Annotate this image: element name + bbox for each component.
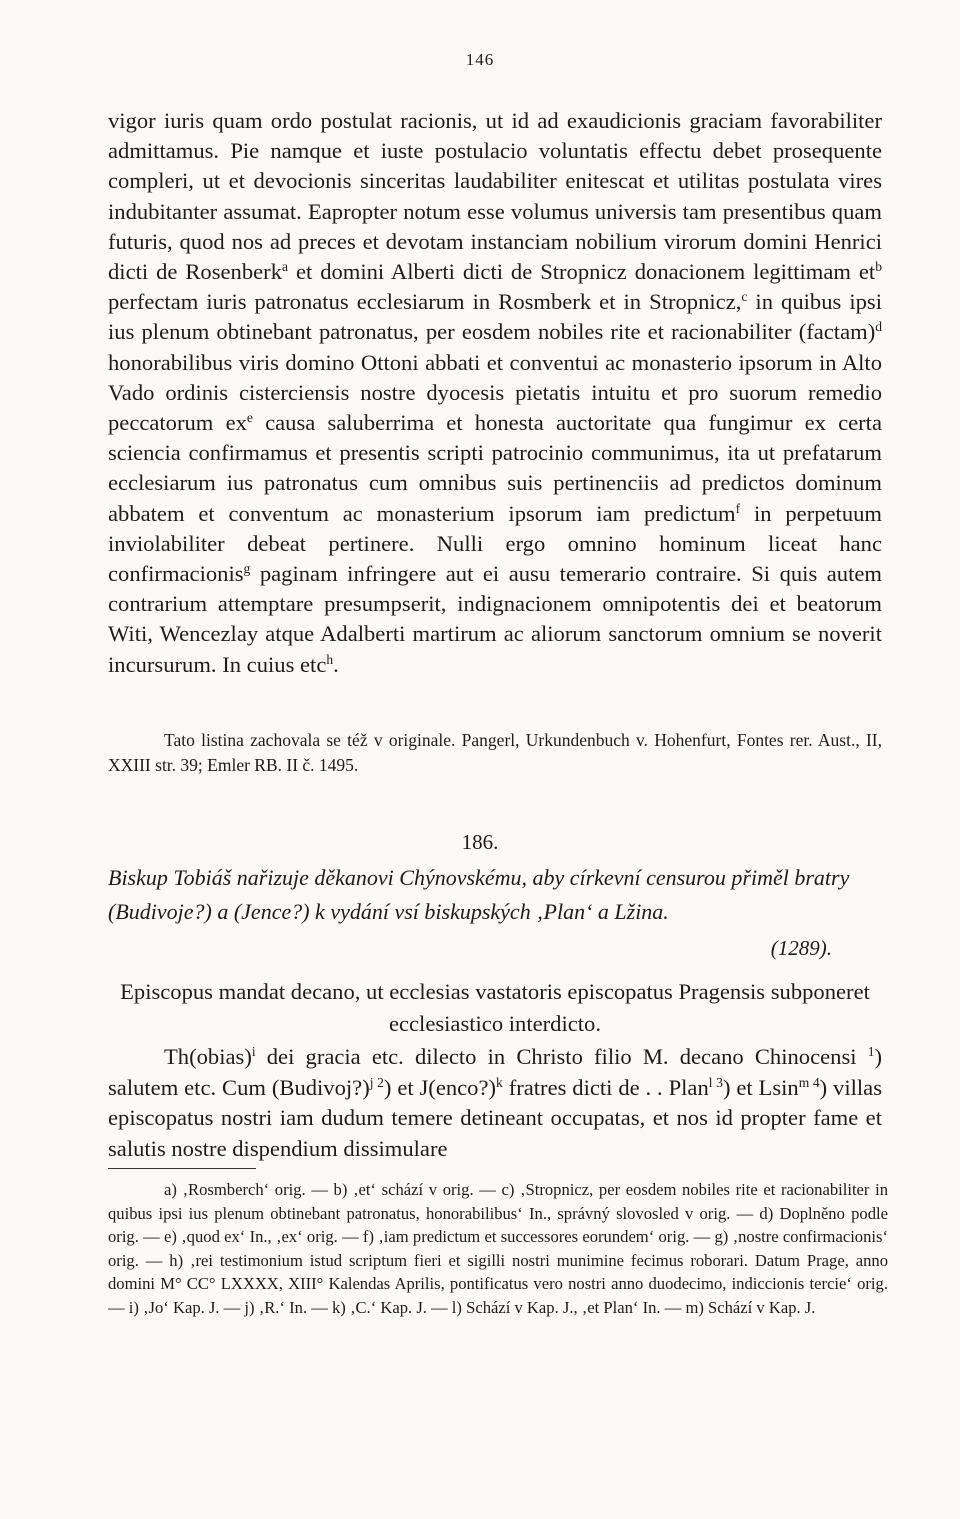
- footnote-ref: g: [243, 560, 251, 576]
- czech-title: Biskup Tobiáš nařizuje děkanovi Chýnovskému, aby církevní censurou přiměl bratry (Budivoje?) a (Jence?) k vydání vsí biskupských ‚Plan‘ a Lžina.: [108, 865, 850, 924]
- text-run: vigor iuris quam ordo postulat racionis, ut id ad exaudicionis graciam favorabiliter admittamus. Pie namque et iuste postulacio voluntatis effectu debet prosequente compleri, ut et devocionis sinceritas laudabiliter enitescat et utilitas postulata vires indubitanter assumat.: [108, 108, 882, 224]
- page-number: 146: [465, 50, 495, 69]
- text-run: ) salutem etc. Cum (Budivoj?): [108, 1044, 882, 1100]
- main-text: [108, 106, 882, 680]
- text-run: ) et J(enco?): [383, 1074, 497, 1100]
- text-run: perfectam iuris patronatus ecclesiarum in Rosmberk et in Stropnicz,: [108, 289, 742, 315]
- latin-summary: Episcopus mandat decano, ut ecclesias vastatoris episcopatus Pragensis subponeret ecclesiastico interdicto.: [120, 979, 870, 1036]
- text-run: .: [333, 651, 339, 677]
- footnote-ref: i: [251, 1043, 256, 1059]
- charter-paragraph: [108, 1042, 882, 1164]
- document-number: 186.: [461, 830, 499, 854]
- footnote-ref: e: [246, 409, 253, 425]
- footnote-ref: 1: [867, 1043, 875, 1059]
- text-run: et domini Alberti dicti de Stropnicz donacionem legittimam et: [288, 259, 876, 285]
- footnotes: [108, 1178, 888, 1319]
- text-run: Eapropter notum esse volumus universis tam presentibus quam futuris, quod nos ad preces et devotam instanciam nobilium virorum domini Henrici dicti de Rosenberk: [108, 198, 882, 285]
- footnote-ref: a: [282, 258, 289, 274]
- source-note: [108, 728, 882, 778]
- text-run: fratres dicti de . . Plan: [502, 1074, 709, 1100]
- footnotes-text: a) ‚Rosmberch‘ orig. — b) ‚et‘ schází v orig. — c) ‚Stropnicz, per eosdem nobiles rite et racionabiliter in quibus ipsi ius plenum obtinebant patronatus, honorabilibus‘ In., správný slovosled v orig. — d) Doplněno podle orig. — e) ‚quod ex‘ In., ‚ex‘ orig. — f) ‚iam predictum et successores eorundem‘ orig. — g) ‚nostre confirmacionis‘ orig. — h) ‚rei testimonium istud scriptum fieri et sigilli nostri munimine fecimus roborari. Datum Prage, anno domini M° CC° LXXXX, XIII° Kalendas Aprilis, pontificatus vero nostri anno duodecimo, indiccionis tercie‘ orig. — i) ‚Jo‘ Kap. J. — j) ‚R.‘ In. — k) ‚C.‘ Kap. J. — l) Schází v Kap. J., ‚et Plan‘ In. — m) Schází v Kap. J.: [108, 1180, 888, 1317]
- text-run: ) villas episcopatus nostri iam dudum temere detineant occupatas, et nos id propter fame et salutis nostre dispendium dissimulare: [108, 1074, 882, 1161]
- text-run: causa saluberrima et honesta auctoritate qua fungimur ex certa sciencia confirmamus et presentis scripti patrocinio communimus, ita ut prefatarum ecclesiarum ius patronatus cum omnibus suis pertinenciis ad predictos dominum abbatem et conventum ac monasterium ipsorum iam predictum: [108, 410, 882, 526]
- footnote-ref: d: [875, 319, 882, 335]
- footnote-ref: h: [326, 651, 334, 667]
- footnote-ref: k: [496, 1074, 503, 1090]
- footnote-ref: f: [735, 500, 741, 516]
- footnote-ref: c: [741, 289, 748, 305]
- charter-text: [108, 1042, 882, 1164]
- text-run: dei gracia etc. dilecto in Christo filio M. decano Chinocensi: [255, 1044, 868, 1069]
- text-run: in perpetuum inviolabiliter debeat pertinere. Nulli ergo omnino hominum liceat hanc confirmacionis: [108, 500, 882, 587]
- footnote-ref: m 4: [798, 1074, 820, 1090]
- source-note-text: Tato listina zachovala se též v originale. Pangerl, Urkundenbuch v. Hohenfurt, Fontes rer. Aust., II, XXIII str. 39; Emler RB. II č. 1495.: [108, 730, 882, 775]
- text-run: paginam infringere aut ei ausu temerario contraire. Si quis autem contrarium attemptare presumpserit, indignacionem omnipotentis dei et beatorum Witi, Wencezlay atque Adalberti martirum ac aliorum sanctorum omnium se noverit incursurum. In cuius etc: [108, 561, 882, 677]
- text-run: honorabilibus viris domino Ottoni abbati et conventui ac monasterio ipsorum in Alto Vado ordinis cisterciensis nostre dyocesis pietatis intuitu et pro suorum remedio peccatorum ex: [108, 349, 882, 436]
- text-run: Th(obias): [164, 1044, 252, 1069]
- text-run: ) et Lsin: [722, 1074, 799, 1100]
- main-paragraph: [108, 106, 882, 680]
- text-run: in quibus ipsi ius plenum obtinebant patronatus, per eosdem nobiles rite et racionabiliter (factam): [108, 289, 882, 345]
- footnote-ref: j 2: [369, 1074, 384, 1090]
- footnote-ref: l 3: [708, 1074, 723, 1090]
- footnote-divider: [108, 1168, 256, 1169]
- footnote-ref: b: [875, 258, 882, 274]
- document-date: (1289).: [770, 936, 832, 960]
